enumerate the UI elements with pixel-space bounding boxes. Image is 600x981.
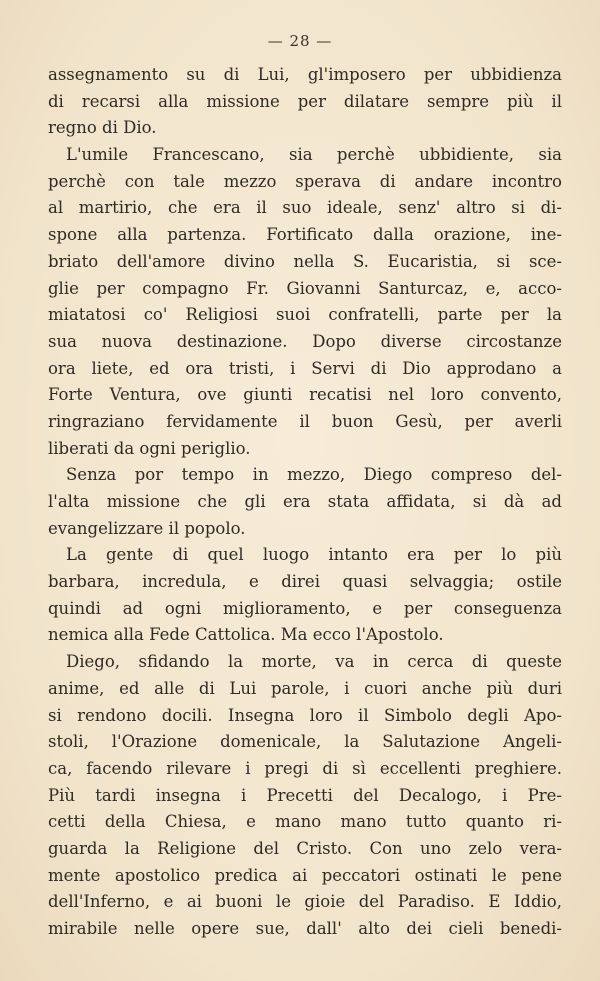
- text-line: Diego, sfidando la morte, va in cerca di queste: [66, 652, 562, 672]
- text-line: barbara, incredula, e direi quasi selvaggia; ostile: [48, 572, 562, 592]
- text-line: ringraziano fervidamente il buon Gesù, per averli: [48, 411, 562, 431]
- text-line: perchè con tale mezzo sperava di andare incontro: [48, 171, 562, 191]
- text-line: briato dell'amore divino nella S. Eucaristia, si sce-: [48, 251, 562, 271]
- text-line: mirabile nelle opere sue, dall' alto dei cieli benedi-: [48, 919, 562, 938]
- text-line: cetti della Chiesa, e mano mano tutto quanto ri-: [48, 812, 562, 832]
- text-line: glie per compagno Fr. Giovanni Santurcaz, e, acco-: [48, 278, 562, 298]
- text-line: ora liete, ed ora tristi, i Servi di Dio approdano a: [48, 358, 562, 378]
- text-line: di recarsi alla missione per dilatare sempre più il: [48, 91, 562, 111]
- text-line: stoli, l'Orazione domenicale, la Salutazione Angeli-: [48, 732, 562, 752]
- text-line: sua nuova destinazione. Dopo diverse circostanze: [48, 331, 562, 351]
- text-line: dell'Inferno, e ai buoni le gioie del Paradiso. E Iddio,: [48, 892, 562, 912]
- text-line: l'alta missione che gli era stata affidata, si dà ad: [48, 492, 562, 511]
- text-line: Senza por tempo in mezzo, Diego compreso del-: [66, 465, 562, 485]
- text-line: Più tardi insegna i Precetti del Decalogo, i Pre-: [48, 785, 562, 805]
- text-line: evangelizzare il popolo.: [48, 518, 246, 538]
- body-text: [48, 62, 562, 943]
- text-line: quindi ad ogni miglioramento, e per conseguenza: [48, 598, 562, 618]
- text-line: anime, ed alle di Lui parole, i cuori anche più duri: [48, 678, 562, 698]
- page-number: — 28 —: [267, 32, 333, 50]
- text-line: mente apostolico predica ai peccatori ostinati le pene: [48, 865, 562, 885]
- text-line: al martirio, che era il suo ideale, senz' altro si di-: [48, 198, 562, 218]
- text-line: nemica alla Fede Cattolica. Ma ecco l'Apostolo.: [48, 625, 444, 645]
- text-line: liberati da ogni periglio.: [48, 438, 251, 458]
- text-line: si rendono docili. Insegna loro il Simbolo degli Apo-: [48, 705, 562, 725]
- text-line: spone alla partenza. Fortificato dalla orazione, ine-: [48, 225, 562, 245]
- text-line: assegnamento su di Lui, gl'imposero per ubbidienza: [48, 65, 562, 84]
- text-line: guarda la Religione del Cristo. Con uno zelo vera-: [48, 838, 562, 858]
- text-line: Forte Ventura, ove giunti recatisi nel loro convento,: [48, 385, 562, 405]
- text-line: La gente di quel luogo intanto era per lo più: [66, 545, 562, 565]
- text-line: L'umile Francescano, sia perchè ubbidiente, sia: [66, 145, 562, 165]
- text-line: miatatosi co' Religiosi suoi confratelli, parte per la: [48, 305, 562, 325]
- text-line: ca, facendo rilevare i pregi di sì eccellenti preghiere.: [48, 758, 562, 778]
- text-line: regno di Dio.: [48, 118, 157, 138]
